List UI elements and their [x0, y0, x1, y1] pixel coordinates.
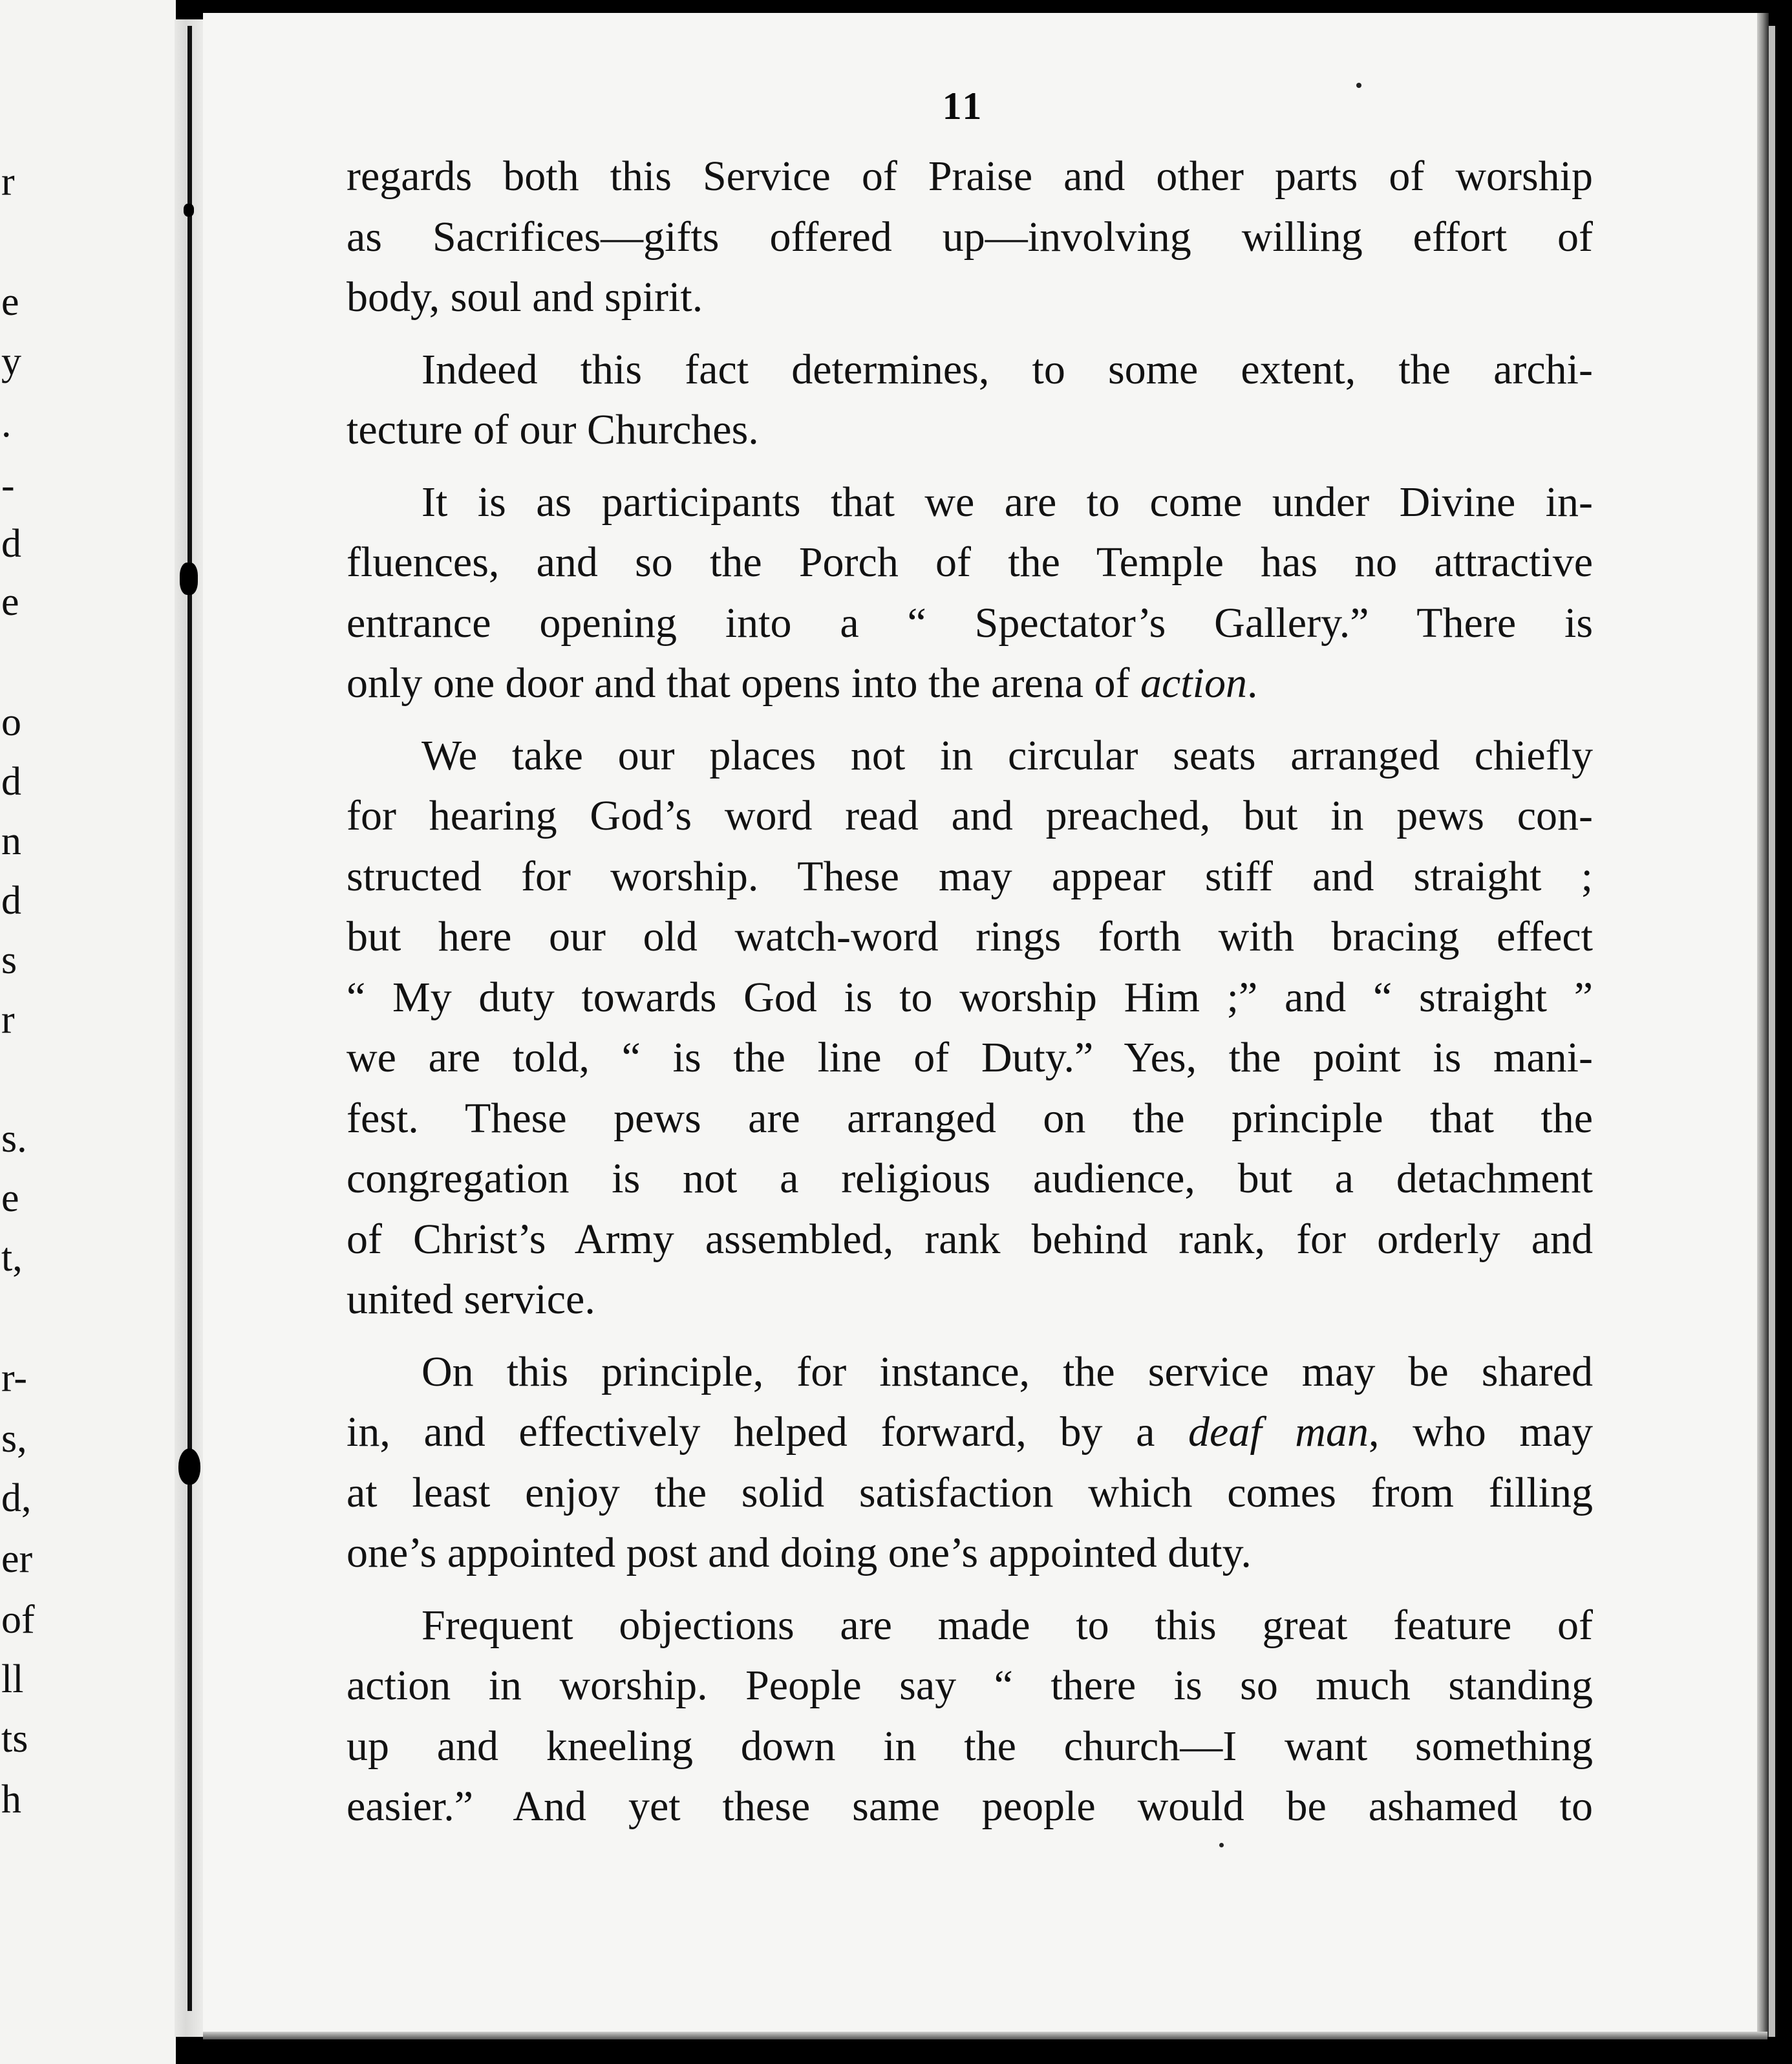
binding-stitch [178, 1448, 200, 1485]
left-fragment: e [1, 580, 19, 624]
left-fragment: d [1, 879, 21, 923]
text-line: fluences, and so the Porch of the Temple has no attractive [347, 539, 1593, 586]
left-fragment: s [1, 938, 17, 982]
left-fragment: r [1, 998, 15, 1042]
text-line: On this principle, for instance, the service may be shared [421, 1348, 1593, 1395]
text-line: one’s appointed post and doing one’s appointed duty. [347, 1529, 1252, 1576]
text-line: tecture of our Churches. [347, 406, 759, 453]
left-fragment: o [1, 700, 21, 744]
italic-word: action [1140, 660, 1247, 707]
text-line: Indeed this fact determines, to some extent, the archi- [421, 345, 1593, 393]
binding-stitch [184, 204, 194, 217]
text-line: action in worship. People say “ there is so much standing [347, 1662, 1593, 1709]
left-fragment: e [1, 280, 19, 324]
left-fragment: er [1, 1537, 33, 1581]
text-line: as Sacrifices—gifts offered up—involving willing effort of [347, 213, 1593, 261]
left-fragment: d, [1, 1476, 32, 1520]
paragraph [347, 472, 1593, 714]
previous-page-text-fragments [0, 0, 39, 2064]
left-fragment: r [1, 160, 15, 204]
text-run: . [1246, 660, 1258, 707]
paragraph [347, 726, 1593, 1330]
left-fragment: of [1, 1598, 35, 1642]
text-line: united service. [347, 1276, 595, 1323]
text-line: for hearing God’s word read and preached, but in pews con- [347, 792, 1593, 839]
left-fragment: . [1, 402, 12, 446]
page-stack-edge [1769, 26, 1775, 2037]
binding-thread [187, 26, 192, 2011]
left-fragment: e [1, 1176, 19, 1220]
text-line: regards both this Service of Praise and other parts of worship [347, 153, 1593, 200]
left-fragment: s, [1, 1417, 27, 1461]
left-fragment: r- [1, 1356, 28, 1400]
left-fragment: y [1, 339, 21, 383]
text-line: “ My duty towards God is to worship Him ;” and “ straight ” [347, 973, 1593, 1021]
text-run: , who may [1368, 1408, 1594, 1456]
text-line: up and kneeling down in the church—I want something [347, 1722, 1593, 1770]
left-fragment: ts [1, 1717, 28, 1761]
page-number: 11 [942, 85, 985, 127]
text-line: It is as participants that we are to come under Divine in- [421, 478, 1593, 526]
left-fragment: ll [1, 1657, 24, 1701]
text-line: We take our places not in circular seats arranged chiefly [421, 731, 1593, 779]
text-run: only one door and that opens into the arena of [347, 660, 1140, 707]
text-line: body, soul and spirit. [347, 274, 703, 321]
ink-speck [1356, 83, 1361, 88]
paragraph [347, 146, 1593, 328]
paragraph [347, 1595, 1593, 1837]
paragraph [347, 339, 1593, 460]
text-line: structed for worship. These may appear stiff and straight ; [347, 852, 1593, 900]
text-line: Frequent objections are made to this great feature of [421, 1601, 1593, 1649]
left-fragment: n [1, 819, 21, 863]
left-fragment: t, [1, 1236, 23, 1280]
text-run: in, and effectively helped forward, by a [347, 1408, 1189, 1456]
left-fragment: s. [1, 1117, 27, 1161]
left-fragment: d [1, 522, 21, 566]
text-line [347, 653, 1593, 714]
page-right-edge [1757, 13, 1769, 2037]
left-fragment: d [1, 760, 21, 804]
text-line: at least enjoy the solid satisfaction which comes from filling [347, 1468, 1593, 1516]
italic-phrase: deaf man [1188, 1408, 1369, 1456]
paragraph [347, 1342, 1593, 1584]
binding-stitch [180, 563, 198, 595]
body-text [347, 146, 1593, 1849]
text-line [347, 1402, 1593, 1463]
text-line: entrance opening into a “ Spectator’s Gallery.” There is [347, 599, 1593, 647]
left-fragment: h [1, 1778, 21, 1822]
left-fragment: - [1, 464, 15, 508]
text-line: easier.” And yet these same people would be ashamed to [347, 1783, 1593, 1830]
page-bottom-edge [203, 2032, 1767, 2039]
text-line: but here our old watch-word rings forth with bracing effect [347, 913, 1593, 960]
text-line: fest. These pews are arranged on the principle that the [347, 1094, 1593, 1142]
text-line: we are told, “ is the line of Duty.” Yes, the point is mani- [347, 1034, 1593, 1081]
text-line: congregation is not a religious audience, but a detachment [347, 1155, 1593, 1202]
text-line: of Christ’s Army assembled, rank behind rank, for orderly and [347, 1215, 1593, 1263]
